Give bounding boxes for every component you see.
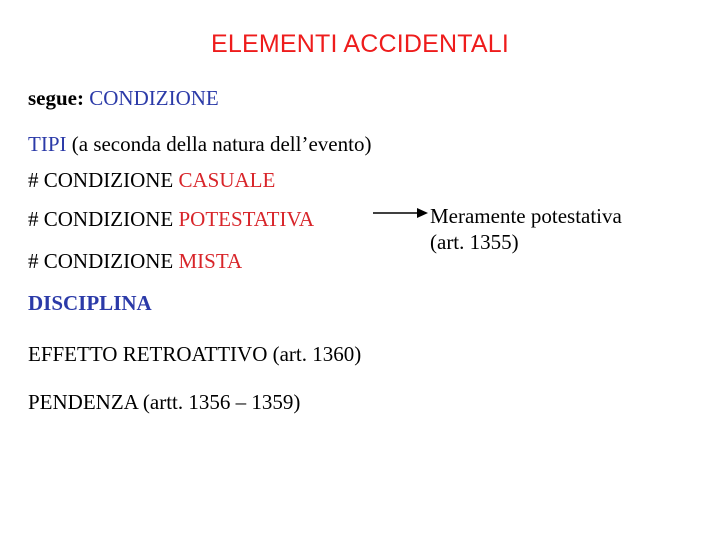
- disciplina-heading: DISCIPLINA: [28, 291, 152, 315]
- condition-prefix: # CONDIZIONE: [28, 249, 174, 273]
- condition-potestativa: [28, 207, 314, 232]
- condition-prefix: # CONDIZIONE: [28, 207, 174, 231]
- segue-prefix: segue:: [28, 86, 84, 110]
- condition-prefix: # CONDIZIONE: [28, 168, 174, 192]
- pendenza: PENDENZA (artt. 1356 – 1359): [28, 390, 301, 414]
- arrow-right-icon: [373, 205, 429, 221]
- condition-type: CASUALE: [178, 168, 276, 192]
- meramente-note: [430, 203, 622, 255]
- tipi-description: (a seconda della natura dell’evento): [71, 132, 372, 156]
- condition-mista: [28, 249, 242, 274]
- tipi-label: TIPI: [28, 132, 67, 156]
- effetto-retroattivo: EFFETTO RETROATTIVO (art. 1360): [28, 342, 362, 366]
- tipi-line: [28, 132, 371, 157]
- note-line-2: (art. 1355): [430, 230, 519, 254]
- condition-type: POTESTATIVA: [178, 207, 315, 231]
- segue-subject: CONDIZIONE: [89, 86, 219, 110]
- condition-type: MISTA: [178, 249, 243, 273]
- slide-title: ELEMENTI ACCIDENTALI: [210, 30, 510, 58]
- segue-line: [28, 86, 219, 111]
- note-line-1: Meramente potestativa: [430, 204, 622, 228]
- condition-casuale: [28, 168, 275, 193]
